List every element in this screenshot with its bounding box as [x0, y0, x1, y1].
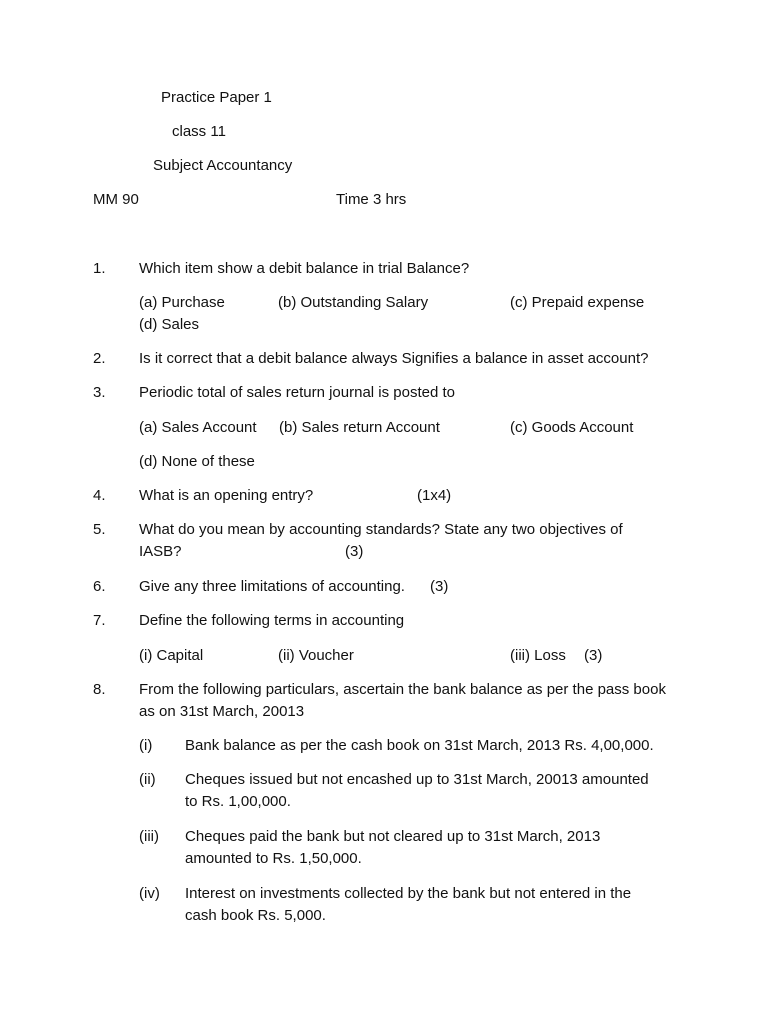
time-allowed: Time 3 hrs: [336, 191, 407, 208]
question-marks: (3): [430, 578, 449, 595]
option-a: (a) Sales Account: [139, 419, 257, 436]
option-c: (c) Goods Account: [510, 419, 634, 436]
option-a: (a) Purchase: [139, 294, 225, 311]
term-loss: (iii) Loss: [510, 647, 566, 664]
question-marks: (1x4): [417, 487, 452, 504]
question-text-continued: IASB?: [139, 543, 182, 560]
option-d: (d) Sales: [139, 316, 200, 333]
question-number: 3.: [93, 384, 106, 401]
question-number: 6.: [93, 578, 106, 595]
sub-item-text: Cheques paid the bank but not cleared up to 31st March, 2013 amounted to Rs. 1,50,000.: [185, 828, 601, 867]
question-number: 5.: [93, 521, 106, 538]
option-b: (b) Sales return Account: [279, 419, 440, 436]
sub-item-text: Interest on investments collected by the bank but not entered in the cash book Rs. 5,000.: [185, 885, 632, 924]
question-marks: (3): [345, 543, 364, 560]
max-marks: MM 90: [93, 191, 139, 208]
term-capital: (i) Capital: [139, 647, 204, 664]
question-number: 8.: [93, 681, 106, 698]
sub-item-text: Cheques issued but not encashed up to 31st March, 20013 amounted to Rs. 1,00,000.: [185, 771, 649, 810]
question-text: Give any three limitations of accounting.: [139, 578, 405, 595]
question-number: 7.: [93, 612, 106, 629]
paper-title: Practice Paper 1: [161, 89, 272, 106]
sub-item-text: Bank balance as per the cash book on 31st March, 2013 Rs. 4,00,000.: [185, 737, 654, 754]
question-marks: (3): [584, 647, 603, 664]
question-text: Periodic total of sales return journal is posted to: [139, 384, 456, 401]
option-d: (d) None of these: [139, 453, 255, 470]
question-number: 1.: [93, 260, 106, 277]
option-c: (c) Prepaid expense: [510, 294, 645, 311]
sub-item-number: (i): [139, 737, 153, 754]
question-text: Which item show a debit balance in trial Balance?: [139, 260, 470, 277]
subject-label: Subject Accountancy: [153, 157, 293, 174]
class-label: class 11: [172, 123, 226, 140]
question-text: What is an opening entry?: [139, 487, 314, 504]
option-b: (b) Outstanding Salary: [278, 294, 429, 311]
sub-item-number: (iii): [139, 828, 159, 845]
question-number: 4.: [93, 487, 106, 504]
term-voucher: (ii) Voucher: [278, 647, 354, 664]
sub-item-number: (iv): [139, 885, 160, 902]
question-text: What do you mean by accounting standards? State any two objectives of: [139, 521, 623, 538]
question-number: 2.: [93, 350, 106, 367]
question-text: From the following particulars, ascertain the bank balance as per the pass book as on 31st March, 20013: [139, 681, 666, 720]
question-text: Is it correct that a debit balance always Signifies a balance in asset account?: [139, 350, 649, 367]
sub-item-number: (ii): [139, 771, 156, 788]
question-text: Define the following terms in accounting: [139, 612, 405, 629]
